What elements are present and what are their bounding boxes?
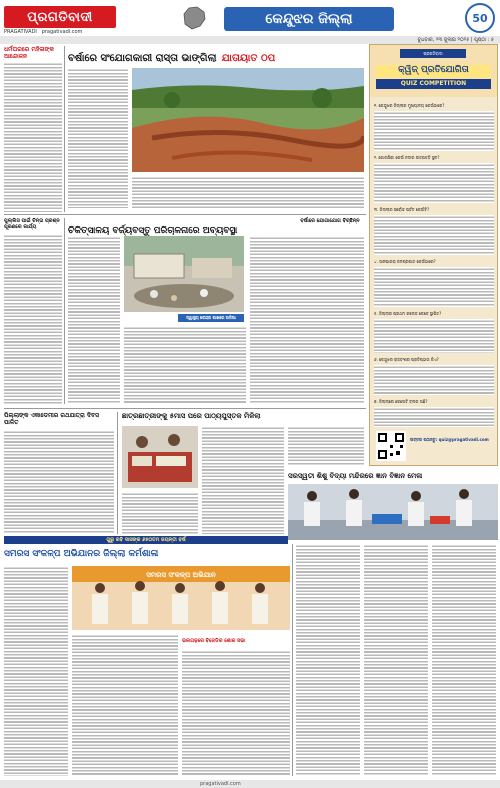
column-divider xyxy=(117,412,118,534)
newspaper-logo[interactable] xyxy=(4,6,116,28)
left-column-text xyxy=(4,62,62,212)
section-divider xyxy=(4,408,366,409)
left-kicker-box xyxy=(4,46,62,60)
left-mid-text xyxy=(4,234,62,404)
bottom-right-text-b xyxy=(364,544,428,776)
quiz-subtitle: QUIZ COMPETITION xyxy=(376,79,491,89)
quiz-options-5 xyxy=(374,319,494,353)
education-text xyxy=(122,492,198,534)
quiz-tag: ପ୍ରଗତିବାଦୀ xyxy=(400,49,466,58)
quiz-footer[interactable]: ଉତ୍ତର ପଠାନ୍ତୁ: quiz@pragativadi.com xyxy=(410,437,489,442)
section-divider xyxy=(4,214,366,215)
second-story-side-text xyxy=(250,236,364,404)
website-url[interactable]: pragativadi.com xyxy=(41,29,83,35)
anniversary-kicker-box xyxy=(4,536,288,544)
qr-code-icon[interactable] xyxy=(376,431,406,461)
district-name: କେନ୍ଦୁଝର ଜିଲ୍ଲା xyxy=(265,11,353,27)
photo-textbooks[interactable] xyxy=(122,426,198,488)
quiz-options-6 xyxy=(374,365,494,395)
anniversary-kicker[interactable]: ଗୁରୁ ରବି ଦାସଙ୍କ ୬୫୦ତମ ଜୟନ୍ତୀ ବର୍ଷ xyxy=(106,537,186,543)
quiz-question-2[interactable]: ୨. ଗୋନାସିକା କେଉଁ ନଦୀର ଉତ୍ପତ୍ତି ସ୍ଥଳ? xyxy=(374,155,440,160)
column-divider xyxy=(292,544,293,776)
scholarship-headline[interactable]: ପିଲ୍ଲାଙ୍କ ଏକାଡେମୀର ରଥଯାତ୍ରା ଦିବସ ପାଳିତ xyxy=(4,412,99,426)
left-mid-kicker-box xyxy=(4,218,62,230)
education-text-continued xyxy=(202,426,284,534)
banner-text: ସମରସ ସଂକଳ୍ପ ଅଭିଯାନ xyxy=(146,571,216,579)
inline-note[interactable]: ସ୍ୱାସ୍ଥ୍ୟ କେନ୍ଦ୍ର ପାଖରେ ଅଳିଆ xyxy=(186,315,236,320)
left-kicker[interactable]: ଧର୍ମଘରରେ ମହିଳାଙ୍କ ଆନ୍ଦୋଳନ xyxy=(4,46,54,60)
left-mid-kicker[interactable]: ପୁଲ୍ଲିସ ପାଇଁ ଚିନ୍ତା ପ୍ରଶ୍ନ ପୂରଣରେ କାର୍ଯ୍ୟ xyxy=(4,218,60,230)
science-fair-intro-text xyxy=(288,426,364,466)
lead-photo-road-damage[interactable] xyxy=(132,68,364,172)
quiz-options-1 xyxy=(374,111,494,151)
column-divider xyxy=(64,218,65,404)
quiz-question-1[interactable]: ୧. କେନ୍ଦୁଝର ଜିଲ୍ଲାର ମୁଖ୍ୟାଳୟ କେଉଁଠାରେ? xyxy=(374,103,445,108)
district-map-icon xyxy=(180,4,208,32)
footer-site[interactable]: pragativadi.com xyxy=(200,781,241,787)
issue-date: ବୁଧବାର, ୨୩ ଜୁଲାଇ ୨୦୨୫ | ପୃଷ୍ଠା : ୫ xyxy=(417,37,494,43)
science-fair-headline-box xyxy=(288,470,498,482)
right-kicker[interactable]: ବର୍ଷାରେ ଯୋଗାଯୋଗ ବିଚ୍ଛିନ୍ନ xyxy=(300,218,360,224)
quiz-panel xyxy=(369,44,498,466)
education-headline[interactable]: ଛାତ୍ରଛାତ୍ରୀଙ୍କୁ ୫ମାସ ପରେ ପାଠ୍ୟପୁସ୍ତକ ମିଳିଲା xyxy=(122,412,261,420)
bottom-note[interactable]: ଭଲଗଢ଼ରେ ବିଜେଡିର ଶୋକ ସଭା xyxy=(182,638,246,644)
page-footer xyxy=(0,780,500,788)
bottom-headline[interactable]: ସମରସ ସଂକଳ୍ପ ଅଭିଯାନର ଜିଲ୍ଲା କର୍ମଶାଳା xyxy=(4,549,159,559)
photo-hospital-waste[interactable] xyxy=(124,236,244,312)
bottom-right-text-c xyxy=(432,544,496,776)
quiz-header xyxy=(370,45,497,97)
lead-story-text xyxy=(68,68,128,208)
bottom-mid-text xyxy=(72,634,178,776)
lead-headline[interactable]: ବର୍ଷାରେ ସଂଯୋଗକାରୀ ରାସ୍ତା ଭାଙ୍ଗିଲା xyxy=(68,53,217,64)
logo-english: PRAGATIVADI xyxy=(4,29,37,35)
quiz-question-5[interactable]: ୫. ଜିଲ୍ଲାର ପ୍ରଥମ କଲେଜ କେବେ ସ୍ଥାପିତ? xyxy=(374,311,442,316)
quiz-options-7 xyxy=(374,407,494,427)
quiz-question-4[interactable]: ୪. ସାନଘାଗରା ଜଳପ୍ରପାତ କେଉଁଠାରେ? xyxy=(374,259,436,264)
quiz-question-3[interactable]: ୩. ଜିଲ୍ଲାର ସର୍ବୋଚ୍ଚ ପର୍ବତ କେଉଁଟି? xyxy=(374,207,430,212)
logo-text: ପ୍ରଗତିବାଦୀ xyxy=(27,9,93,25)
education-headline-box xyxy=(122,412,366,421)
anniversary-number: 50 xyxy=(472,12,488,25)
second-headline[interactable]: ଚିକିତ୍ସାଳୟ ବର୍ଜ୍ୟବସ୍ତୁ ପରିଚାଳନାରେ ଅବ୍ୟବସ୍ଥା xyxy=(68,226,238,236)
second-headline-box xyxy=(68,218,288,234)
lead-headline-box xyxy=(68,46,364,64)
second-story-text xyxy=(68,236,120,404)
district-band xyxy=(224,7,394,31)
bottom-mid-right-text xyxy=(182,650,290,776)
photo-science-fair[interactable] xyxy=(288,484,498,540)
column-divider xyxy=(64,46,65,212)
second-story-text-continued xyxy=(124,326,246,404)
photo-workshop[interactable] xyxy=(72,566,290,630)
inline-note-box xyxy=(178,314,244,322)
logo-subline xyxy=(4,29,164,35)
date-strip xyxy=(0,36,500,44)
right-kicker-box xyxy=(296,218,364,224)
lead-headline-highlight[interactable]: ଯାତାୟାତ ଠପ xyxy=(221,53,276,64)
anniversary-badge-icon xyxy=(464,2,496,34)
bottom-right-text-a xyxy=(296,544,360,776)
bottom-headline-box xyxy=(4,546,288,562)
quiz-options-3 xyxy=(374,215,494,255)
bottom-left-text xyxy=(4,566,68,776)
masthead xyxy=(0,0,500,38)
quiz-title: କ୍ୱିଜ୍ ପ୍ରତିଯୋଗିତା xyxy=(376,65,491,78)
quiz-options-4 xyxy=(374,267,494,307)
scholarship-headline-box xyxy=(4,412,114,426)
science-fair-headline[interactable]: ସରସ୍ୱତୀ ଶିଶୁ ବିଦ୍ୟା ମନ୍ଦିରରେ ଜ୍ଞାନ ବିଜ୍ଞାନ ମେଳା xyxy=(288,472,423,480)
quiz-question-6[interactable]: ୬. କେନ୍ଦୁଝର ରାଜବଂଶର ପ୍ରତିଷ୍ଠାତା କିଏ? xyxy=(374,357,439,362)
scholarship-text xyxy=(4,430,114,534)
quiz-options-2 xyxy=(374,163,494,203)
lead-story-continued xyxy=(132,176,364,208)
quiz-question-7[interactable]: ୭. ଜିଲ୍ଲାରେ କେତୋଟି ବ୍ଲକ ଅଛି? xyxy=(374,399,428,404)
bottom-note-box xyxy=(182,636,290,646)
